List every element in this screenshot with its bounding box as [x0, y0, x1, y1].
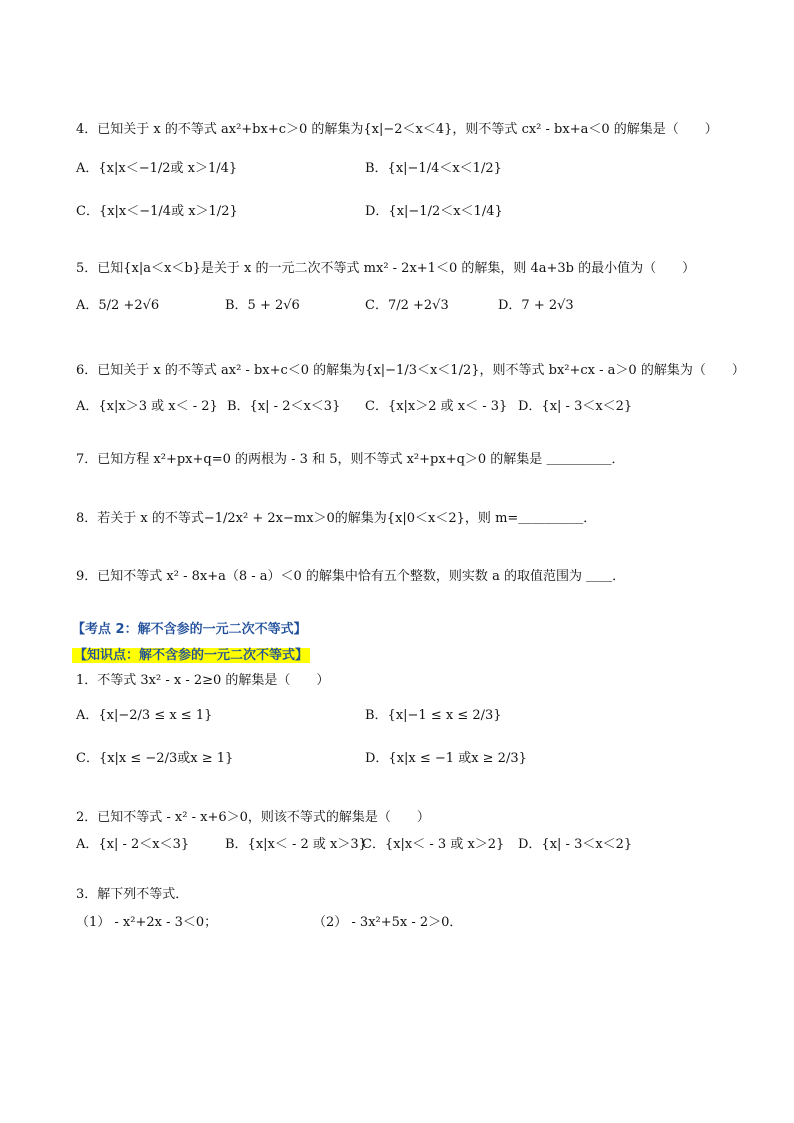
p1-option-d: D．{x|x ≤ −1 或x ≥ 2/3} [365, 751, 527, 766]
section-heading-kaodian: 【考点 2：解不含参的一元二次不等式】 [72, 622, 307, 637]
q5-option-a: A．5/2 +2√6 [76, 298, 160, 313]
q4-option-d: D．{x|−1/2＜x＜1/4} [365, 204, 503, 219]
q9-stem: 9．已知不等式 x² - 8x+a（8 - a）＜0 的解集中恰有五个整数，则实数 a 的取值范围为 ＿＿． [76, 569, 626, 584]
q7-stem: 7．已知方程 x²+px+q=0 的两根为 - 3 和 5，则不等式 x²+px+q＞0 的解集是 ＿＿＿＿＿． [76, 452, 625, 467]
q5-option-c: C．7/2 +2√3 [365, 298, 449, 313]
zhishi-highlight: 【知识点：解不含参的一元二次不等式】 [74, 648, 309, 663]
p2-option-d: D．{x| - 3＜x＜2} [518, 837, 633, 852]
section-heading-zhishi [72, 646, 310, 666]
p2-option-b: B．{x|x＜ - 2 或 x＞3} [225, 837, 367, 852]
q6-option-c: C．{x|x＞2 或 x＜ - 3} [365, 399, 508, 414]
p1-option-a: A．{x|−2/3 ≤ x ≤ 1} [76, 708, 213, 723]
p2-stem: 2．已知不等式 - x² - x+6＞0，则该不等式的解集是（ ） [76, 810, 430, 825]
p1-stem: 1．不等式 3x² - x - 2≥0 的解集是（ ） [76, 673, 330, 688]
q4-option-c: C．{x|x＜−1/4或 x＞1/2} [76, 204, 238, 219]
p3-part1: （1） - x²+2x - 3＜0； [76, 915, 218, 930]
q4-stem: 4．已知关于 x 的不等式 ax²+bx+c＞0 的解集为{x|−2＜x＜4}，则不等式 cx² - bx+a＜0 的解集是（ ） [76, 122, 718, 137]
q6-option-d: D．{x| - 3＜x＜2} [518, 399, 633, 414]
q6-option-a: A．{x|x＞3 或 x＜ - 2} [76, 399, 218, 414]
q5-option-b: B．5 + 2√6 [225, 298, 300, 313]
p2-option-a: A．{x| - 2＜x＜3} [76, 837, 190, 852]
p1-option-c: C．{x|x ≤ −2/3或x ≥ 1} [76, 751, 234, 766]
q5-option-d: D．7 + 2√3 [498, 298, 574, 313]
q8-stem: 8．若关于 x 的不等式−1/2x² + 2x−mx＞0的解集为{x|0＜x＜2}，则 m=＿＿＿＿＿． [76, 511, 597, 526]
p3-stem: 3．解下列不等式． [76, 887, 189, 902]
p1-option-b: B．{x|−1 ≤ x ≤ 2/3} [365, 708, 502, 723]
q6-stem: 6．已知关于 x 的不等式 ax² - bx+c＜0 的解集为{x|−1/3＜x＜1/2}，则不等式 bx²+cx - a＞0 的解集为（ ） [76, 363, 745, 378]
p3-part2: （2） - 3x²+5x - 2＞0． [313, 915, 463, 930]
q6-option-b: B．{x| - 2＜x＜3} [227, 399, 341, 414]
p2-option-c: C．{x|x＜ - 3 或 x＞2} [362, 837, 505, 852]
q4-option-b: B．{x|−1/4＜x＜1/2} [365, 161, 502, 176]
q4-option-a: A．{x|x＜−1/2或 x＞1/4} [76, 161, 238, 176]
q5-stem: 5．已知{x|a＜x＜b}是关于 x 的一元二次不等式 mx² - 2x+1＜0 的解集，则 4a+3b 的最小值为（ ） [76, 261, 696, 276]
